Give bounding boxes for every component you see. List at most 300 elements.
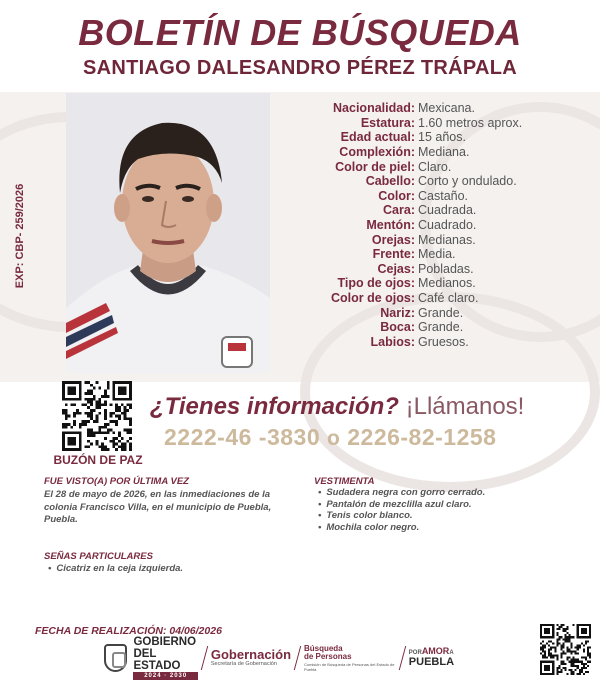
footer-logos	[104, 636, 455, 679]
qr-module	[583, 667, 585, 669]
qr-module	[118, 440, 121, 443]
qr-module	[93, 398, 96, 401]
qr-module	[573, 665, 575, 667]
qr-module	[65, 423, 68, 426]
qr-module	[562, 651, 564, 653]
qr-module	[129, 420, 132, 423]
attribute-label: Boca:	[380, 320, 415, 335]
qr-module	[96, 403, 99, 406]
qr-module	[104, 392, 107, 395]
marks-title: SEÑAS PARTICULARES	[44, 551, 153, 562]
attribute-value: Mexicana.	[418, 101, 475, 116]
qr-module	[87, 392, 90, 395]
qr-module	[573, 663, 575, 665]
qr-module	[581, 663, 583, 665]
attribute-list	[280, 101, 580, 349]
qr-finder	[544, 628, 550, 634]
attribute-value: Corto y ondulado.	[418, 174, 517, 189]
qr-module	[562, 630, 564, 632]
qr-module	[569, 669, 571, 671]
qr-module	[104, 415, 107, 418]
qr-module	[560, 626, 562, 628]
qr-module	[558, 636, 560, 638]
qr-module	[567, 673, 569, 675]
qr-module	[101, 443, 104, 446]
qr-module	[107, 384, 110, 387]
qr-module	[585, 671, 587, 673]
qr-module	[79, 426, 82, 429]
qr-module	[558, 638, 560, 640]
qr-module	[124, 417, 127, 420]
qr-module	[129, 443, 132, 446]
attribute-value: Grande.	[418, 320, 464, 335]
qr-module	[73, 403, 76, 406]
qr-module	[115, 415, 118, 418]
qr-module	[87, 434, 90, 437]
qr-module	[562, 667, 564, 669]
qr-module	[556, 624, 558, 626]
qr-module	[65, 415, 68, 418]
qr-module	[585, 663, 587, 665]
qr-module	[126, 431, 129, 434]
qr-module	[124, 409, 127, 412]
qr-module	[548, 653, 550, 655]
qr-module	[76, 412, 79, 415]
person-photo	[66, 93, 270, 373]
attribute-value: Castaño.	[418, 188, 469, 203]
qr-module	[560, 655, 562, 657]
logo-divider	[294, 646, 301, 670]
qr-module	[567, 651, 569, 653]
qr-module	[564, 640, 566, 642]
attribute-row	[280, 203, 580, 218]
qr-module	[573, 651, 575, 653]
qr-module	[554, 655, 556, 657]
qr-module	[107, 431, 110, 434]
date-label: FECHA DE REALIZACIÓN: 04/06/2026	[35, 625, 222, 637]
qr-module	[587, 646, 589, 648]
qr-module	[118, 409, 121, 412]
qr-module	[104, 423, 107, 426]
qr-module	[96, 406, 99, 409]
qr-module	[556, 634, 558, 636]
qr-module	[93, 409, 96, 412]
attribute-label: Cejas:	[377, 261, 415, 276]
qr-module	[124, 443, 127, 446]
clothing-title: VESTIMENTA	[314, 476, 375, 487]
qr-module	[76, 409, 79, 412]
phone-1[interactable]: 2222-46 -3830	[164, 424, 321, 450]
qr-module	[82, 423, 85, 426]
qr-module	[68, 415, 71, 418]
qr-module	[558, 628, 560, 630]
qr-module	[583, 657, 585, 659]
qr-module	[87, 431, 90, 434]
gobernacion-sub: Secretaría de Gobernación	[210, 661, 277, 667]
qr-module	[540, 642, 542, 644]
qr-module	[110, 420, 113, 423]
qr-module	[548, 640, 550, 642]
phone-2[interactable]: 2226-82-1258	[347, 424, 497, 450]
attribute-label: Color de piel:	[335, 159, 415, 174]
qr-module	[98, 387, 101, 390]
person-name: SANTIAGO DALESANDRO PÉREZ TRÁPALA	[83, 57, 517, 79]
qr-module	[101, 426, 104, 429]
qr-module	[556, 638, 558, 640]
qr-module	[62, 412, 65, 415]
qr-module	[82, 403, 85, 406]
qr-module	[90, 417, 93, 420]
qr-module	[575, 669, 577, 671]
clothing-list	[318, 487, 578, 533]
qr-module	[564, 628, 566, 630]
attribute-label: Color:	[378, 188, 415, 203]
qr-module	[62, 426, 65, 429]
qr-module	[540, 646, 542, 648]
qr-module	[560, 648, 562, 650]
qr-module	[115, 443, 118, 446]
qr-module	[118, 431, 121, 434]
attribute-label: Orejas:	[371, 232, 415, 247]
qr-module	[583, 673, 585, 675]
call-text: ¡Llámanos!	[405, 393, 525, 420]
qr-module	[98, 426, 101, 429]
qr-module	[121, 403, 124, 406]
qr-module	[73, 415, 76, 418]
qr-module	[550, 653, 552, 655]
qr-module	[112, 431, 115, 434]
qr-module	[87, 420, 90, 423]
qr-module	[577, 648, 579, 650]
qr-module	[96, 381, 99, 384]
qr-module	[110, 415, 113, 418]
qr-module	[129, 406, 132, 409]
qr-module	[118, 406, 121, 409]
busqueda-line1: Búsqueda	[303, 643, 343, 653]
qr-module	[573, 636, 575, 638]
qr-module	[562, 661, 564, 663]
qr-module	[110, 403, 113, 406]
qr-module	[90, 398, 93, 401]
qr-module	[560, 644, 562, 646]
qr-module	[107, 429, 110, 432]
qr-module	[564, 667, 566, 669]
attribute-value: Mediana.	[418, 145, 470, 160]
qr-module	[548, 648, 550, 650]
qr-module	[587, 640, 589, 642]
qr-module	[98, 431, 101, 434]
qr-module	[96, 443, 99, 446]
qr-module	[96, 420, 99, 423]
busqueda-sub: Comisión de Búsqueda de Personas del Estado de Puebla	[303, 661, 395, 672]
qr-module	[96, 417, 99, 420]
qr-module	[118, 434, 121, 437]
qr-module	[79, 412, 82, 415]
qr-module	[96, 431, 99, 434]
attribute-value: 15 años.	[418, 130, 466, 145]
qr-module	[569, 661, 571, 663]
qr-module	[84, 423, 87, 426]
qr-module	[556, 628, 558, 630]
por-text: POR	[408, 650, 422, 656]
qr-module	[569, 651, 571, 653]
qr-module	[93, 395, 96, 398]
case-number: EXP: CBP- 259/2026	[14, 183, 26, 289]
qr-module	[589, 653, 591, 655]
footer-qr-code[interactable]	[540, 624, 591, 675]
qr-module	[581, 642, 583, 644]
attribute-row	[280, 305, 580, 320]
qr-module	[90, 389, 93, 392]
qr-module	[544, 646, 546, 648]
last-seen-title: FUE VISTO(A) POR ÚLTIMA VEZ	[44, 476, 189, 487]
qr-module	[542, 646, 544, 648]
attribute-row	[280, 174, 580, 189]
qr-module	[560, 624, 562, 626]
qr-module	[87, 406, 90, 409]
qr-module	[583, 648, 585, 650]
qr-module	[560, 636, 562, 638]
qr-module	[562, 628, 564, 630]
qr-module	[107, 448, 110, 451]
puebla-text: PUEBLA	[408, 656, 455, 668]
state-seal-icon	[104, 644, 127, 672]
qr-module	[104, 412, 107, 415]
qr-module	[589, 661, 591, 663]
qr-module	[581, 671, 583, 673]
qr-module	[550, 646, 552, 648]
qr-module	[585, 640, 587, 642]
gobierno-line1: GOBIERNO	[133, 636, 197, 648]
qr-module	[587, 671, 589, 673]
qr-module	[571, 665, 573, 667]
qr-module	[587, 651, 589, 653]
qr-module	[550, 655, 552, 657]
attribute-label: Labios:	[370, 334, 415, 349]
qr-module	[571, 636, 573, 638]
qr-module	[571, 651, 573, 653]
qr-module	[93, 387, 96, 390]
qr-module	[124, 415, 127, 418]
buzon-label: BUZÓN DE PAZ	[53, 453, 143, 467]
qr-module	[542, 644, 544, 646]
qr-module	[107, 423, 110, 426]
qr-module	[571, 653, 573, 655]
qr-module	[93, 431, 96, 434]
qr-module	[564, 669, 566, 671]
qr-module	[560, 646, 562, 648]
qr-module	[115, 423, 118, 426]
attribute-label: Nariz:	[380, 305, 415, 320]
qr-module	[110, 412, 113, 415]
phone-separator: o	[327, 427, 341, 450]
qr-module	[118, 445, 121, 448]
qr-module	[129, 423, 132, 426]
qr-module	[540, 648, 542, 650]
qr-module	[569, 657, 571, 659]
qr-module	[101, 403, 104, 406]
qr-module	[542, 651, 544, 653]
amor-text: AMOR	[421, 646, 450, 656]
qr-module	[98, 401, 101, 404]
qr-module	[558, 671, 560, 673]
qr-module	[567, 648, 569, 650]
qr-module	[107, 387, 110, 390]
qr-module	[564, 638, 566, 640]
qr-module	[560, 669, 562, 671]
qr-module	[552, 657, 554, 659]
marks-list	[48, 563, 298, 575]
qr-module	[121, 448, 124, 451]
qr-module	[542, 640, 544, 642]
qr-module	[548, 644, 550, 646]
bulletin-title: BOLETÍN DE BÚSQUEDA	[78, 12, 522, 53]
qr-finder	[544, 665, 550, 671]
qr-module	[129, 431, 132, 434]
qr-module	[87, 440, 90, 443]
qr-module	[589, 657, 591, 659]
qr-module	[65, 409, 68, 412]
qr-module	[115, 406, 118, 409]
qr-module	[115, 409, 118, 412]
qr-module	[90, 403, 93, 406]
qr-module	[112, 437, 115, 440]
qr-module	[84, 420, 87, 423]
qr-module	[573, 671, 575, 673]
qr-module	[87, 412, 90, 415]
qr-module	[90, 431, 93, 434]
qr-module	[544, 657, 546, 659]
qr-module	[115, 403, 118, 406]
qr-module	[556, 659, 558, 661]
qr-module	[575, 653, 577, 655]
qr-module	[564, 653, 566, 655]
qr-module	[575, 659, 577, 661]
attribute-value: Claro.	[418, 159, 452, 174]
qr-module	[93, 420, 96, 423]
attribute-label: Estatura:	[360, 115, 415, 130]
qr-module	[552, 646, 554, 648]
qr-module	[104, 403, 107, 406]
qr-module	[554, 651, 556, 653]
qr-module	[558, 665, 560, 667]
qr-module	[90, 415, 93, 418]
attribute-value: Media.	[418, 247, 456, 262]
qr-module	[65, 403, 68, 406]
qr-module	[579, 644, 581, 646]
qr-module	[129, 403, 132, 406]
busqueda-line2: de Personas	[303, 652, 352, 661]
qr-module	[575, 646, 577, 648]
list-item: • Mochila color negro.	[318, 522, 578, 534]
qr-module	[112, 443, 115, 446]
qr-module	[562, 642, 564, 644]
attribute-row	[280, 320, 580, 335]
qr-module	[73, 412, 76, 415]
qr-module	[124, 429, 127, 432]
qr-module	[542, 655, 544, 657]
attribute-row	[280, 276, 580, 291]
attribute-row	[280, 116, 580, 131]
qr-module	[104, 445, 107, 448]
qr-module	[98, 445, 101, 448]
qr-module	[556, 673, 558, 675]
qr-module	[579, 673, 581, 675]
qr-module	[121, 445, 124, 448]
attribute-row	[280, 159, 580, 174]
last-seen-text: El 28 de mayo de 2026, en las inmediaciones de la colonia Francisco Villa, en el municipio de Puebla, Puebla.	[44, 489, 272, 525]
attribute-row	[280, 232, 580, 247]
qr-module	[73, 423, 76, 426]
qr-module	[573, 657, 575, 659]
qr-module	[90, 434, 93, 437]
qr-module	[126, 417, 129, 420]
qr-module	[544, 644, 546, 646]
qr-module	[558, 667, 560, 669]
qr-module	[65, 426, 68, 429]
gobierno-years: 2024 · 2030	[133, 672, 198, 680]
qr-module	[562, 638, 564, 640]
qr-module	[577, 667, 579, 669]
qr-module	[129, 448, 132, 451]
qr-module	[104, 409, 107, 412]
attribute-label: Nacionalidad:	[333, 101, 415, 116]
phone-numbers	[164, 424, 496, 451]
qr-module	[569, 638, 571, 640]
qr-module	[569, 636, 571, 638]
qr-module	[562, 663, 564, 665]
qr-module	[96, 440, 99, 443]
attribute-label: Color de ojos:	[330, 291, 415, 306]
qr-module	[587, 665, 589, 667]
qr-finder	[68, 387, 76, 395]
qr-module	[556, 655, 558, 657]
qr-module	[558, 642, 560, 644]
qr-module	[556, 667, 558, 669]
qr-module	[577, 646, 579, 648]
qr-module	[124, 412, 127, 415]
qr-module	[585, 667, 587, 669]
qr-module	[560, 671, 562, 673]
buzon-qr-code[interactable]	[62, 381, 132, 451]
qr-module	[552, 642, 554, 644]
qr-module	[98, 412, 101, 415]
qr-module	[577, 673, 579, 675]
qr-finder	[68, 437, 76, 445]
qr-module	[112, 440, 115, 443]
attribute-label: Frente:	[372, 247, 415, 262]
qr-module	[571, 659, 573, 661]
qr-module	[129, 445, 132, 448]
qr-module	[129, 437, 132, 440]
qr-module	[90, 409, 93, 412]
qr-module	[115, 448, 118, 451]
qr-module	[65, 417, 68, 420]
qr-module	[564, 636, 566, 638]
qr-module	[118, 415, 121, 418]
qr-module	[569, 648, 571, 650]
qr-module	[68, 423, 71, 426]
qr-module	[129, 429, 132, 432]
qr-module	[548, 655, 550, 657]
qr-module	[564, 630, 566, 632]
attribute-row	[280, 291, 580, 306]
qr-module	[587, 653, 589, 655]
qr-module	[129, 417, 132, 420]
qr-module	[126, 429, 129, 432]
qr-module	[87, 389, 90, 392]
qr-module	[87, 398, 90, 401]
